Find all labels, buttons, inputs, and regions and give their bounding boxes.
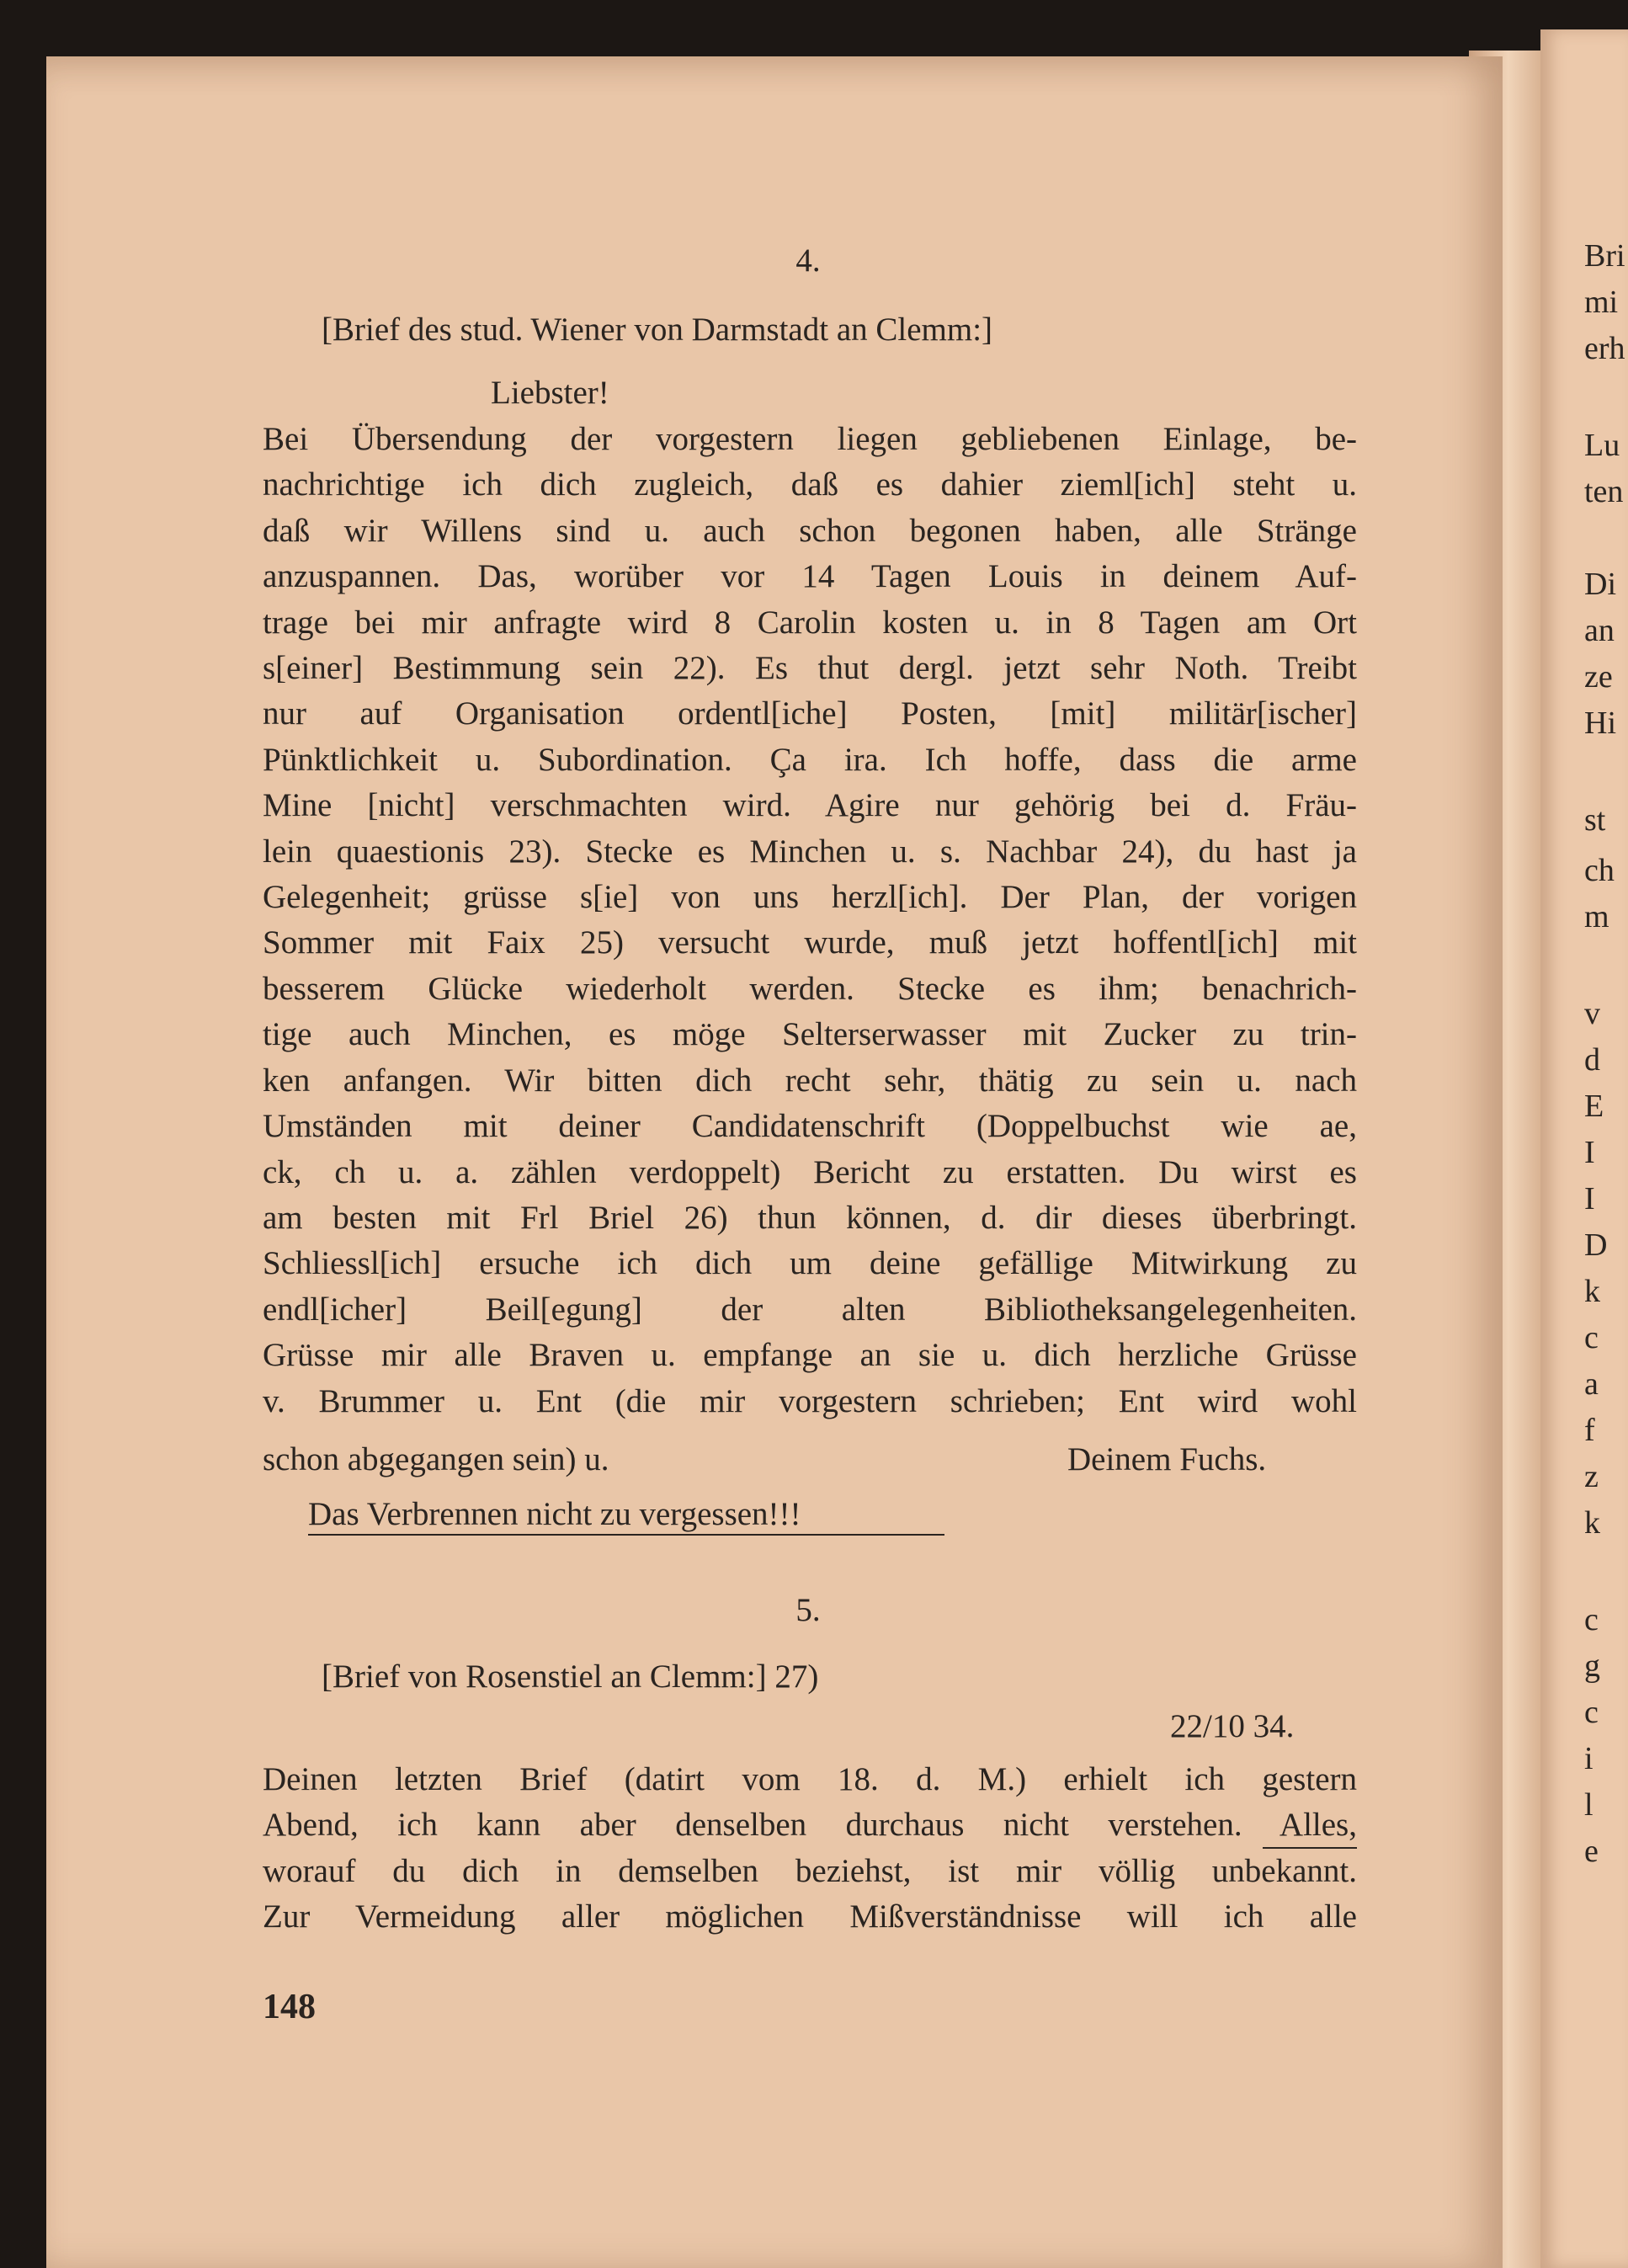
letter-heading: [Brief des stud. Wiener von Darmstadt an Clemm:] [322,311,993,348]
text-line: v. Brummer u. Ent (die mir vorgestern schrieben; Ent wird wohl [263,1382,1357,1419]
next-page-fragment: erh [1584,331,1625,366]
next-page-fragment: E [1584,1089,1604,1124]
text-line: endl[icher] Beil[egung] der alten Bibliotheksangelegenheiten. [263,1291,1357,1328]
text-line: worauf du dich in demselben beziehst, ist mir völlig unbekannt. [263,1852,1357,1889]
text-line: s[einer] Bestimmung sein 22). Es thut dergl. jetzt sehr Noth. Treibt [263,650,1357,687]
next-page-fragment: mi [1584,285,1619,320]
text-line: Mine [nicht] verschmachten wird. Agire nur gehörig bei d. Fräu- [263,787,1357,824]
text-line: trage bei mir anfragte wird 8 Carolin kosten u. in 8 Tagen am Ort [263,604,1357,641]
text-line: Gelegenheit; grüsse s[ie] von uns herzl[ich]. Der Plan, der vorigen [263,879,1357,916]
letter-salutation: Liebster! [491,375,609,411]
text-line: Pünktlichkeit u. Subordination. Ça ira. Ich hoffe, dass die arme [263,741,1357,778]
text-line: tige auch Minchen, es möge Selterserwasser mit Zucker zu trin- [263,1016,1357,1053]
text-line: ck, ch u. a. zählen verdoppelt) Bericht zu erstatten. Du wirst es [263,1153,1357,1190]
next-page-fragment: c [1584,1695,1599,1730]
next-page-fragment: an [1584,613,1615,648]
word-underline [1263,1847,1357,1849]
text-line: Umständen mit deiner Candidatenschrift (Doppelbuchst wie ae, [263,1108,1357,1145]
next-page-fragment: ze [1584,659,1613,695]
text-line: Abend, ich kann aber denselben durchaus nicht verstehen. Alles, [263,1807,1357,1844]
letter-body [263,1757,1357,1941]
next-page-fragment: c [1584,1320,1599,1355]
letter-body [263,417,1357,1424]
postscript-underline [308,1534,944,1536]
page-number: 148 [263,1988,316,2026]
next-page-edge [1540,29,1628,2268]
text-line: nachrichtige ich dich zugleich, daß es dahier zieml[ich] steht u. [263,466,1357,503]
next-page-fragment: k [1584,1274,1600,1309]
next-page-fragment: m [1584,899,1609,934]
text-line: Deinen letzten Brief (datirt vom 18. d. M.) erhielt ich gestern [263,1761,1357,1797]
text-line: anzuspannen. Das, worüber vor 14 Tagen Louis in deinem Auf- [263,558,1357,595]
letter-heading: [Brief von Rosenstiel an Clemm:] 27) [322,1658,819,1695]
next-page-fragment: ten [1584,474,1624,509]
next-page-fragment: e [1584,1834,1599,1869]
next-page-fragment: Lu [1584,428,1620,463]
next-page-fragment: z [1584,1459,1599,1494]
next-page-fragment: a [1584,1366,1599,1402]
next-page-fragment: l [1584,1787,1593,1823]
text-line: lein quaestionis 23). Stecke es Minchen u. s. Nachbar 24), du hast ja [263,833,1357,870]
next-page-fragment: I [1584,1135,1595,1170]
section-number: 5. [795,1592,821,1628]
next-page-fragment: st [1584,802,1606,838]
text-line: nur auf Organisation ordentl[iche] Posten, [mit] militär[ischer] [263,695,1357,732]
text-line: Schliessl[ich] ersuche ich dich um deine gefällige Mitwirkung zu [263,1245,1357,1282]
text-line: ken anfangen. Wir bitten dich recht sehr, thätig zu sein u. nach [263,1062,1357,1099]
next-page-fragment: i [1584,1741,1593,1776]
next-page-fragment: I [1584,1181,1595,1217]
text-line: am besten mit Frl Briel 26) thun können, d. dir dieses überbringt. [263,1199,1357,1236]
next-page-fragment: d [1584,1042,1600,1078]
closing-left: schon abgegangen sein) u. [263,1441,609,1477]
next-page-fragment: Bri [1584,238,1625,274]
next-page-fragment: Di [1584,567,1616,602]
next-page-fragment: ch [1584,853,1615,888]
closing-signature: Deinem Fuchs. [1067,1441,1267,1477]
next-page-fragment: f [1584,1413,1595,1448]
next-page-fragment: k [1584,1505,1600,1541]
next-page-fragment: v [1584,996,1600,1031]
next-page-fragment: D [1584,1227,1608,1263]
next-page-fragment: g [1584,1648,1600,1684]
text-line: Zur Vermeidung aller möglichen Mißverständnisse will ich alle [263,1898,1357,1935]
text-line: Bei Übersendung der vorgestern liegen gebliebenen Einlage, be- [263,421,1357,457]
next-page-fragment: Hi [1584,705,1616,741]
text-line: Grüsse mir alle Braven u. empfange an sie u. dich herzliche Grüsse [263,1337,1357,1374]
text-line: daß wir Willens sind u. auch schon begonen haben, alle Stränge [263,512,1357,549]
section-number: 4. [795,242,821,279]
letter-date: 22/10 34. [1170,1708,1295,1744]
text-line: besserem Glücke wiederholt werden. Stecke es ihm; benachrich- [263,970,1357,1007]
text-line: Sommer mit Faix 25) versucht wurde, muß jetzt hoffentl[ich] mit [263,924,1357,961]
next-page-fragment: c [1584,1602,1599,1637]
postscript: Das Verbrennen nicht zu vergessen!!! [308,1496,801,1532]
